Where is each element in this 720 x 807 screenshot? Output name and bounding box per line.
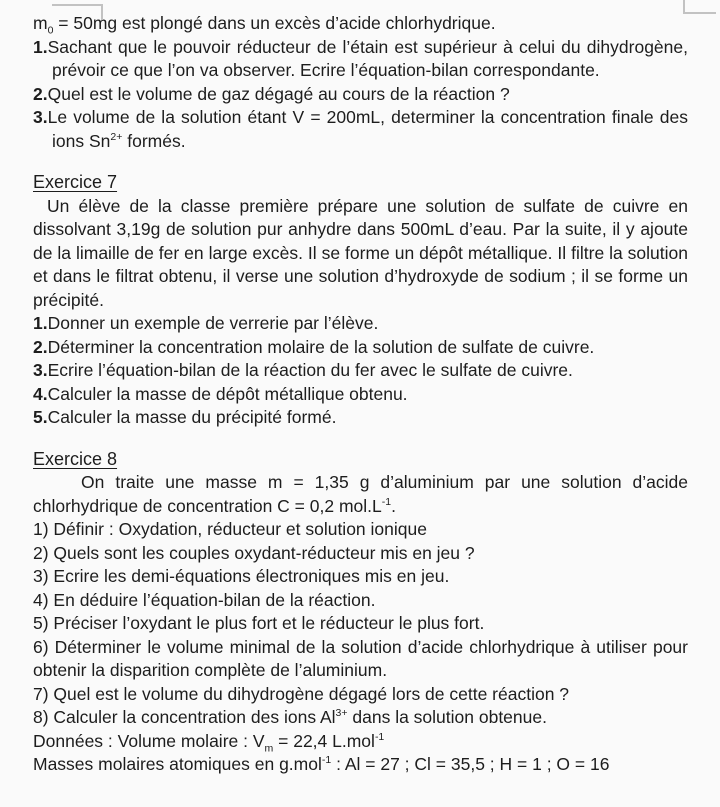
exercise6-question-list (33, 36, 688, 154)
text-segment: Le volume de la solution étant V = 200mL, determiner la concentration finale des ions Sn (47, 107, 688, 151)
list-item (33, 359, 688, 383)
subscript: m (264, 742, 274, 754)
list-item: 6) Déterminer le volume minimal de la solution d’acide chlorhydrique à utiliser pour obtenir la disparition complète de l’aluminium. (33, 636, 688, 680)
list-item (33, 83, 688, 107)
superscript: 2+ (110, 130, 123, 143)
list-marker: 1. (33, 313, 48, 333)
subscript: 0 (47, 24, 54, 37)
text-segment: . (391, 495, 396, 516)
overlay-corner-mark-left (52, 4, 103, 20)
text-segment: Sachant que le pouvoir réducteur de l’étain est supérieur à celui du dihydrogène, prévoir ce que l’on va observer. Ecrire l’équation-bilan correspondante. (47, 36, 688, 80)
text-segment: Masses molaires atomiques en g.mol (33, 754, 322, 774)
list-item: 4) En déduire l’équation-bilan de la réaction. (33, 589, 376, 610)
text-segment: = 50mg est plongé dans un excès d’acide chlorhydrique. (53, 13, 496, 33)
text-segment: Quel est le volume de gaz dégagé au cours de la réaction ? (47, 83, 510, 104)
text-segment: = 22,4 L.mol (273, 730, 375, 751)
superscript: -1 (381, 495, 392, 508)
superscript: -1 (321, 754, 332, 767)
list-item (33, 706, 688, 730)
list-item (33, 36, 688, 83)
text-segment: m (33, 13, 48, 33)
list-marker: 1. (33, 36, 48, 57)
text-segment: Calculer la masse du précipité formé. (47, 407, 337, 427)
superscript: 3+ (335, 707, 348, 720)
list-marker: 2. (33, 336, 48, 357)
exercise-8-title: Exercice 8 (33, 448, 118, 469)
text-segment: Calculer la masse de dépôt métallique obtenu. (47, 383, 408, 404)
exercise-8-statement (33, 471, 688, 518)
list-marker: 3. (33, 107, 48, 127)
list-item (33, 383, 688, 407)
text-segment: Données : Volume molaire : V (33, 730, 265, 751)
text-segment: dans la solution obtenue. (347, 707, 547, 727)
list-marker: 2. (33, 83, 48, 104)
list-marker: 3. (33, 360, 48, 380)
list-item: 1) Définir : Oxydation, réducteur et solution ionique (33, 519, 427, 539)
list-item (33, 312, 688, 336)
exercise-7-title: Exercice 7 (33, 172, 118, 192)
text-segment: Ecrire l’équation-bilan de la réaction du fer avec le sulfate de cuivre. (47, 360, 573, 380)
text-segment: : Al = 27 ; Cl = 35,5 ; H = 1 ; O = 16 (331, 754, 610, 774)
text-segment: formés. (122, 130, 186, 151)
superscript: -1 (374, 730, 385, 743)
list-item: 7) Quel est le volume du dihydrogène dégagé lors de cette réaction ? (33, 683, 570, 704)
text-segment: 8) Calculer la concentration des ions Al (33, 707, 336, 727)
exercise6-intro-line (33, 12, 688, 36)
exercise-7-statement: Un élève de la classe première prépare une solution de sulfate de cuivre en dissolvant 3,19g de solution pur anhydre dans 500mL d’eau. Par la suite, il y ajoute de la limaille de fer en large excès. Il se forme un dépôt métallique. Il filtre la solution et dans le filtrat obtenu, il verse une solution d’hydroxyde de sodium ; il se forme un précipité. (33, 195, 688, 310)
text-segment: Donner un exemple de verrerie par l’élève. (47, 313, 379, 333)
overlay-corner-mark-right (683, 0, 716, 14)
exercise8-question-list (33, 518, 688, 730)
data-values-line (33, 730, 688, 754)
list-marker: 4. (33, 383, 48, 404)
text-segment: Déterminer la concentration molaire de la solution de sulfate de cuivre. (47, 336, 595, 357)
list-item (33, 106, 688, 153)
list-item (33, 406, 688, 430)
list-marker: 5. (33, 407, 48, 427)
list-item: 3) Ecrire les demi-équations électroniques mis en jeu. (33, 566, 450, 586)
list-item: 2) Quels sont les couples oxydant-réducteur mis en jeu ? (33, 542, 475, 563)
list-item: 5) Préciser l’oxydant le plus fort et le réducteur le plus fort. (33, 613, 485, 633)
list-item (33, 336, 688, 360)
exercise7-question-list (33, 312, 688, 430)
text-segment: On traite une masse m = 1,35 g d’aluminium par une solution d’acide chlorhydrique de concentration C = 0,2 mol.L (33, 472, 688, 516)
molar-masses-line (33, 753, 688, 777)
